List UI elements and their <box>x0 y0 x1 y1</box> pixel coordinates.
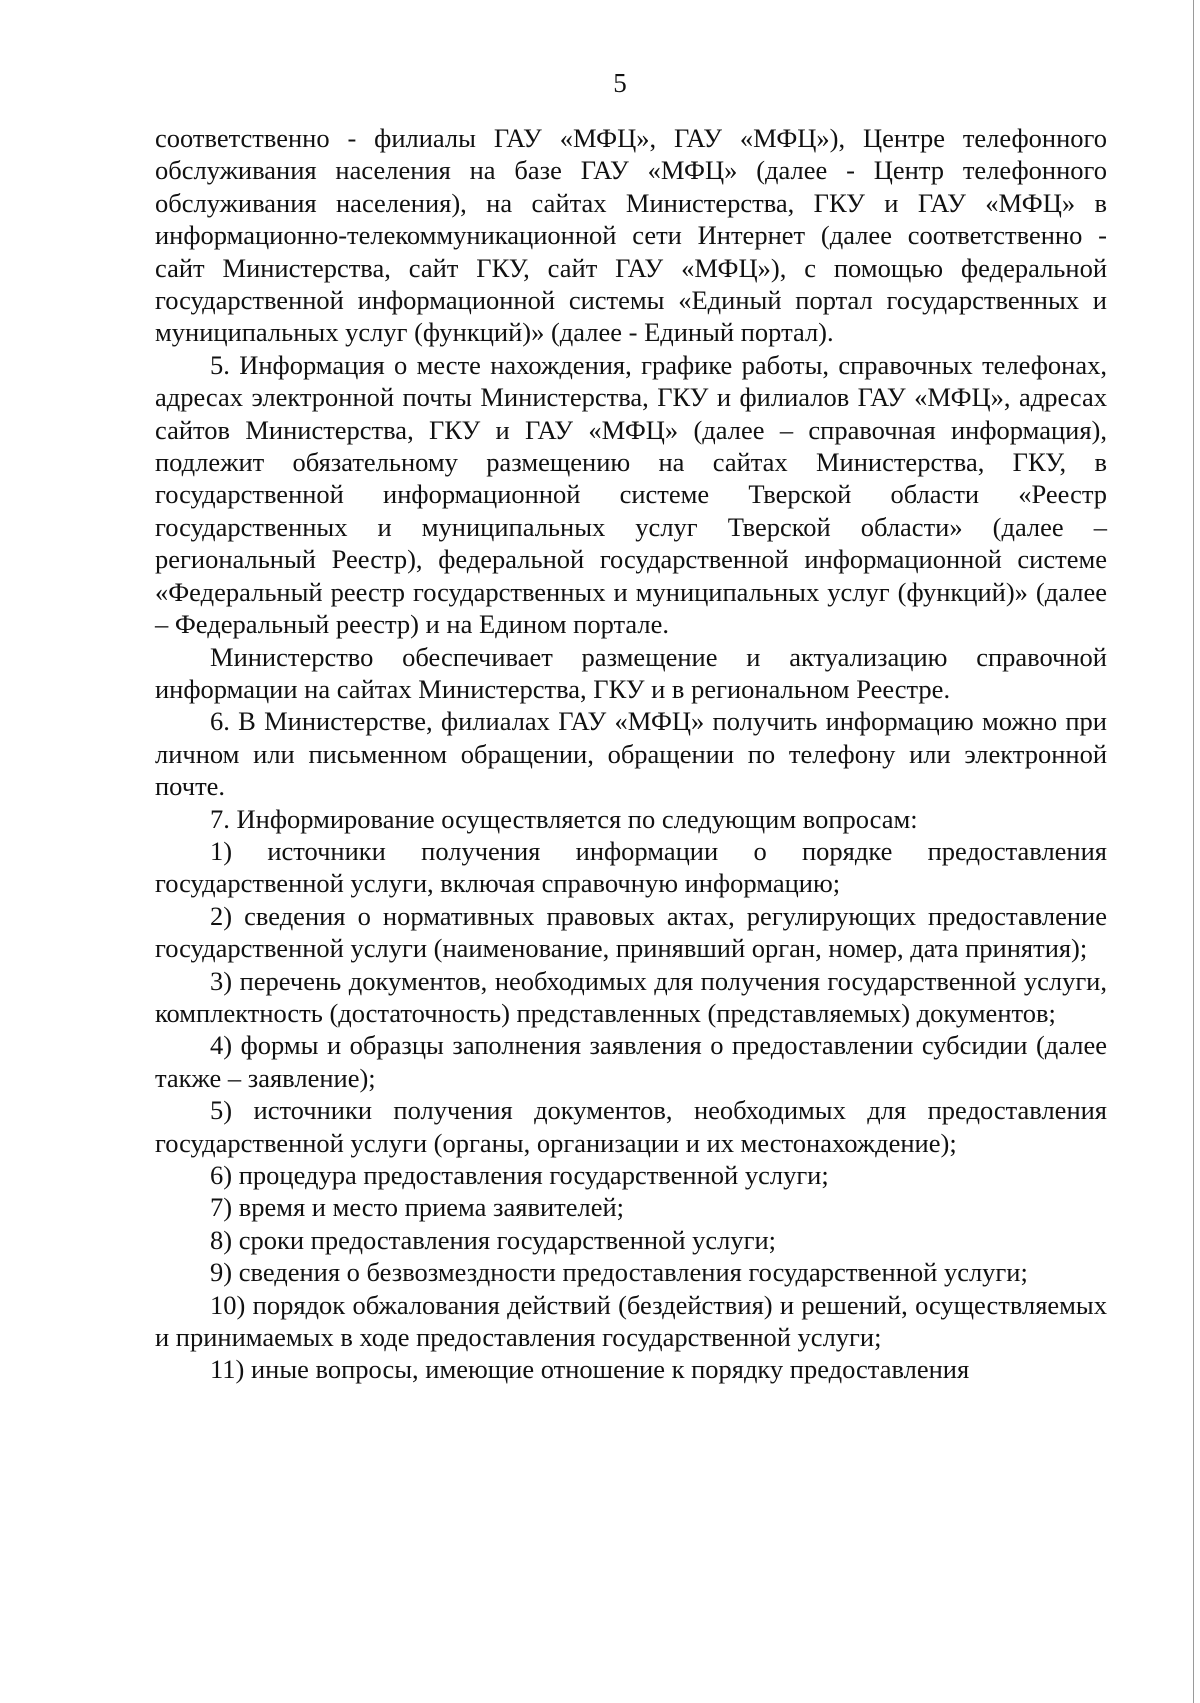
list-item-10: 10) порядок обжалования действий (бездействия) и решений, осуществляемых и принимаемых в ходе предоставления государственной услуги; <box>155 1289 1107 1353</box>
list-item-11: 11) иные вопросы, имеющие отношение к порядку предоставления <box>210 1354 970 1385</box>
paragraph-item-5: 5. Информация о месте нахождения, графике работы, справочных телефонах, адресах электронной почты Министерства, ГКУ и филиалов ГАУ «МФЦ», адресах сайтов Министерства, ГКУ и ГАУ «МФЦ» (далее – справочная информация), подлежит обязательному размещению на сайтах Министерства, ГКУ, в государственной информационной системе Тверской области «Реестр государственных и муниципальных услуг Тверской области» (далее – региональный Реестр), федеральной государственной информационной системе «Федеральный реестр государственных и муниципальных услуг (функций)» (далее – Федеральный реестр) и на Едином портале. <box>155 349 1107 640</box>
document-body <box>155 122 1107 1386</box>
paragraph-continuation: соответственно - филиалы ГАУ «МФЦ», ГАУ «МФЦ»), Центре телефонного обслуживания населения на базе ГАУ «МФЦ» (далее - Центр телефонного обслуживания населения), на сайтах Министерства, ГКУ и ГАУ «МФЦ» в информационно-телекоммуникационной сети Интернет (далее соответственно - сайт Министерства, сайт ГКУ, сайт ГАУ «МФЦ»), с помощью федеральной государственной информационной системы «Единый портал государственных и муниципальных услуг (функций)» (далее - Единый портал). <box>155 123 1107 348</box>
list-item-8: 8) сроки предоставления государственной услуги; <box>210 1224 777 1255</box>
list-item-1: 1) источники получения информации о порядке предоставления государственной услуги, включая справочную информацию; <box>155 835 1107 899</box>
list-item-6: 6) процедура предоставления государственной услуги; <box>210 1160 829 1190</box>
list-item-2: 2) сведения о нормативных правовых актах, регулирующих предоставление государственной услуги (наименование, принявший орган, номер, дата принятия); <box>155 900 1107 964</box>
paragraph-item-7: 7. Информирование осуществляется по следующим вопросам: <box>210 803 918 834</box>
page-number: 5 <box>613 68 627 98</box>
list-item-9: 9) сведения о безвозмездности предоставления государственной услуги; <box>210 1257 1028 1288</box>
paragraph-item-6: 6. В Министерстве, филиалах ГАУ «МФЦ» получить информацию можно при личном или письменном обращении, обращении по телефону или электронной почте. <box>155 706 1107 802</box>
list-item-3: 3) перечень документов, необходимых для получения государственной услуги, комплектность (достаточность) представленных (представляемых) документов; <box>155 965 1107 1028</box>
paragraph-ministry-updates: Министерство обеспечивает размещение и актуализацию справочной информации на сайтах Министерства, ГКУ и в региональном Реестре. <box>155 641 1107 704</box>
list-item-4: 4) формы и образцы заполнения заявления о предоставлении субсидии (далее также – заявление); <box>155 1030 1107 1093</box>
list-item-5: 5) источники получения документов, необходимых для предоставления государственной услуги (органы, организации и их местонахождение); <box>155 1095 1107 1158</box>
list-item-7: 7) время и место приема заявителей; <box>210 1192 625 1223</box>
scan-edge-line <box>1193 0 1194 1703</box>
